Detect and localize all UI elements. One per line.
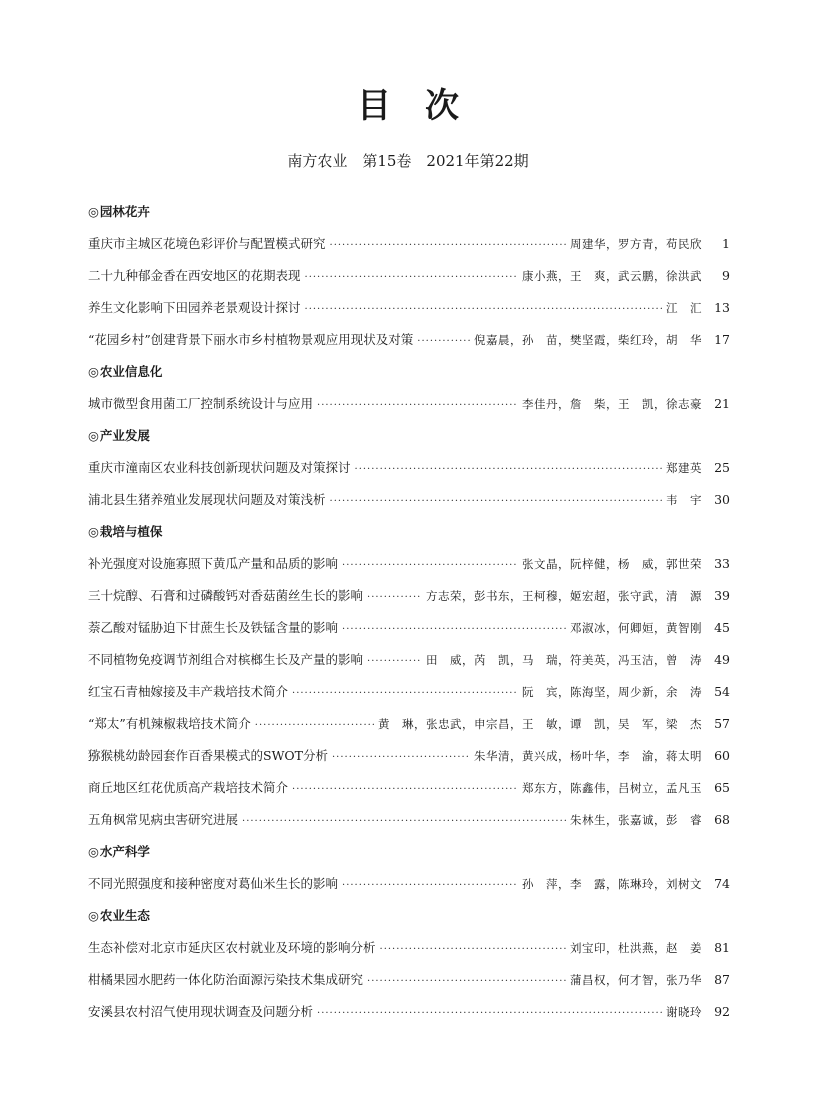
dot-leader: [367, 966, 566, 998]
dot-leader: [342, 550, 518, 582]
dot-leader: [305, 262, 518, 294]
section-heading: [88, 836, 730, 868]
article-title: 二十九种郁金香在西安地区的花期表现: [88, 268, 301, 283]
article-authors: 朱林生，张嘉诚，彭 睿: [570, 813, 702, 827]
dot-leader: [342, 614, 566, 646]
article-title: 重庆市潼南区农业科技创新现状问题及对策探讨: [88, 460, 351, 475]
page-number: 57: [714, 716, 730, 731]
section-heading: [88, 356, 730, 388]
toc-entry[interactable]: [88, 452, 730, 484]
article-title: 生态补偿对北京市延庆区农村就业及环境的影响分析: [88, 940, 376, 955]
page-number: 25: [714, 460, 730, 475]
toc-entry[interactable]: [88, 228, 730, 260]
article-authors: 方志荣，彭书东，王柯穆，姬宏超，张守武，清 源: [426, 589, 702, 603]
dot-leader: [330, 486, 662, 518]
dot-leader: [367, 646, 422, 678]
article-title: 商丘地区红花优质高产栽培技术简介: [88, 780, 289, 795]
dot-leader: [317, 998, 662, 1030]
dot-leader: [380, 934, 566, 966]
toc-entry[interactable]: [88, 548, 730, 580]
dot-leader: [292, 774, 518, 806]
article-authors: 郑东方，陈鑫伟，吕树立，孟凡玉: [522, 781, 702, 795]
toc-entry[interactable]: [88, 292, 730, 324]
toc-entry[interactable]: [88, 996, 730, 1028]
dot-leader: [367, 582, 422, 614]
section-name: 水产科学: [99, 844, 150, 859]
article-authors: 倪嘉晨，孙 苗，樊坚霞，柴红玲，胡 华: [474, 333, 702, 347]
article-title: 安溪县农村沼气使用现状调查及问题分析: [88, 1004, 314, 1019]
page-number: 45: [714, 620, 730, 635]
toc-entry[interactable]: [88, 388, 730, 420]
page-number: 87: [714, 972, 730, 987]
page-number: 39: [714, 588, 730, 603]
dot-leader: [317, 390, 518, 422]
article-title: 红宝石青柚嫁接及丰产栽培技术简介: [88, 684, 289, 699]
article-authors: 韦 宇: [666, 493, 702, 507]
section-mark-icon: ◎: [88, 908, 99, 923]
page-title: 目 次: [357, 86, 459, 126]
article-title: 柑橘果园水肥药一体化防治面源污染技术集成研究: [88, 972, 364, 987]
section-mark-icon: ◎: [88, 844, 99, 859]
dot-leader: [255, 710, 374, 742]
toc-entry[interactable]: [88, 260, 730, 292]
section-mark-icon: ◎: [88, 428, 99, 443]
page-number: 74: [714, 876, 730, 891]
article-authors: 邓淑冰，何卿姮，黄智刚: [570, 621, 702, 635]
section-name: 产业发展: [99, 428, 150, 443]
dot-leader: [305, 294, 662, 326]
toc-entry[interactable]: [88, 772, 730, 804]
page-number: 81: [714, 940, 730, 955]
dot-leader: [332, 742, 470, 774]
section-name: 园林花卉: [99, 204, 150, 219]
article-authors: 黄 琳，张忠武，申宗昌，王 敏，谭 凯，吴 军，梁 杰: [378, 717, 702, 731]
article-title: 养生文化影响下田园养老景观设计探讨: [88, 300, 301, 315]
article-authors: 郑建英: [666, 461, 702, 475]
section-mark-icon: ◎: [88, 204, 99, 219]
page-number: 68: [714, 812, 730, 827]
section-heading: [88, 420, 730, 452]
article-authors: 康小燕，王 爽，武云鹏，徐洪武: [522, 269, 702, 283]
article-title: 补光强度对设施寡照下黄瓜产量和品质的影响: [88, 556, 339, 571]
page-number: 49: [714, 652, 730, 667]
page-number: 13: [714, 300, 730, 315]
page-number: 30: [714, 492, 730, 507]
article-title: 五角枫常见病虫害研究进展: [88, 812, 239, 827]
article-authors: 阮 宾，陈海坚，周少新，余 涛: [522, 685, 702, 699]
article-authors: 李佳丹，詹 柴，王 凯，徐志豪: [522, 397, 702, 411]
article-title: 浦北县生猪养殖业发展现状问题及对策浅析: [88, 492, 326, 507]
page-number: 60: [714, 748, 730, 763]
article-authors: 刘宝印，杜洪燕，赵 姜: [570, 941, 702, 955]
dot-leader: [417, 326, 470, 358]
article-authors: 朱华清，黄兴成，杨叶华，李 渝，蒋太明: [474, 749, 702, 763]
article-title: “郑太”有机辣椒栽培技术简介: [88, 716, 251, 731]
article-authors: 谢晓玲: [666, 1005, 702, 1019]
section-mark-icon: ◎: [88, 364, 99, 379]
article-authors: 江 汇: [666, 301, 702, 315]
article-title: 不同植物免疫调节剂组合对槟榔生长及产量的影响: [88, 652, 364, 667]
article-title: 不同光照强度和接种密度对葛仙米生长的影响: [88, 876, 339, 891]
article-title: 萘乙酸对锰胁迫下甘蔗生长及铁锰含量的影响: [88, 620, 339, 635]
toc-entry[interactable]: [88, 740, 730, 772]
article-authors: 张文晶，阮梓健，杨 威，郭世荣: [522, 557, 702, 571]
toc-entry[interactable]: [88, 676, 730, 708]
page-number: 17: [714, 332, 730, 347]
page-number: 1: [722, 236, 730, 251]
article-authors: 周建华，罗方青，苟民欣: [570, 237, 702, 251]
toc-entry[interactable]: [88, 324, 730, 356]
toc-entry[interactable]: [88, 932, 730, 964]
toc-entry[interactable]: [88, 868, 730, 900]
dot-leader: [355, 454, 662, 486]
toc-entry[interactable]: [88, 612, 730, 644]
dot-leader: [342, 870, 518, 902]
toc-entry[interactable]: [88, 580, 730, 612]
page-number: 33: [714, 556, 730, 571]
dot-leader: [242, 806, 566, 838]
section-heading: [88, 196, 730, 228]
toc-entry[interactable]: [88, 484, 730, 516]
section-mark-icon: ◎: [88, 524, 99, 539]
page-number: 21: [714, 396, 730, 411]
page-number: 92: [714, 1004, 730, 1019]
toc-entry[interactable]: [88, 804, 730, 836]
table-of-contents: [88, 196, 730, 1028]
toc-entry[interactable]: [88, 964, 730, 996]
article-title: “花园乡村”创建背景下丽水市乡村植物景观应用现状及对策: [88, 332, 414, 347]
section-name: 栽培与植保: [99, 524, 163, 539]
toc-entry[interactable]: [88, 644, 730, 676]
section-heading: [88, 516, 730, 548]
dot-leader: [330, 230, 566, 262]
article-title: 猕猴桃幼龄园套作百香果模式的SWOT分析: [88, 748, 328, 763]
article-authors: 孙 萍，李 露，陈琳玲，刘树文: [522, 877, 702, 891]
section-name: 农业信息化: [99, 364, 163, 379]
toc-entry[interactable]: [88, 708, 730, 740]
section-name: 农业生态: [99, 908, 150, 923]
article-authors: 蒲昌权，何才智，张乃华: [570, 973, 702, 987]
page-number: 9: [722, 268, 730, 283]
page-number: 65: [714, 780, 730, 795]
article-title: 城市微型食用菌工厂控制系统设计与应用: [88, 396, 314, 411]
journal-issue-line: 南方农业 第15卷 2021年第22期: [287, 152, 529, 170]
dot-leader: [292, 678, 518, 710]
section-heading: [88, 900, 730, 932]
article-title: 三十烷醇、石膏和过磷酸钙对香菇菌丝生长的影响: [88, 588, 364, 603]
article-title: 重庆市主城区花境色彩评价与配置模式研究: [88, 236, 326, 251]
article-authors: 田 威，芮 凯，马 瑞，符美英，冯玉洁，曾 涛: [426, 653, 702, 667]
page-number: 54: [714, 684, 730, 699]
